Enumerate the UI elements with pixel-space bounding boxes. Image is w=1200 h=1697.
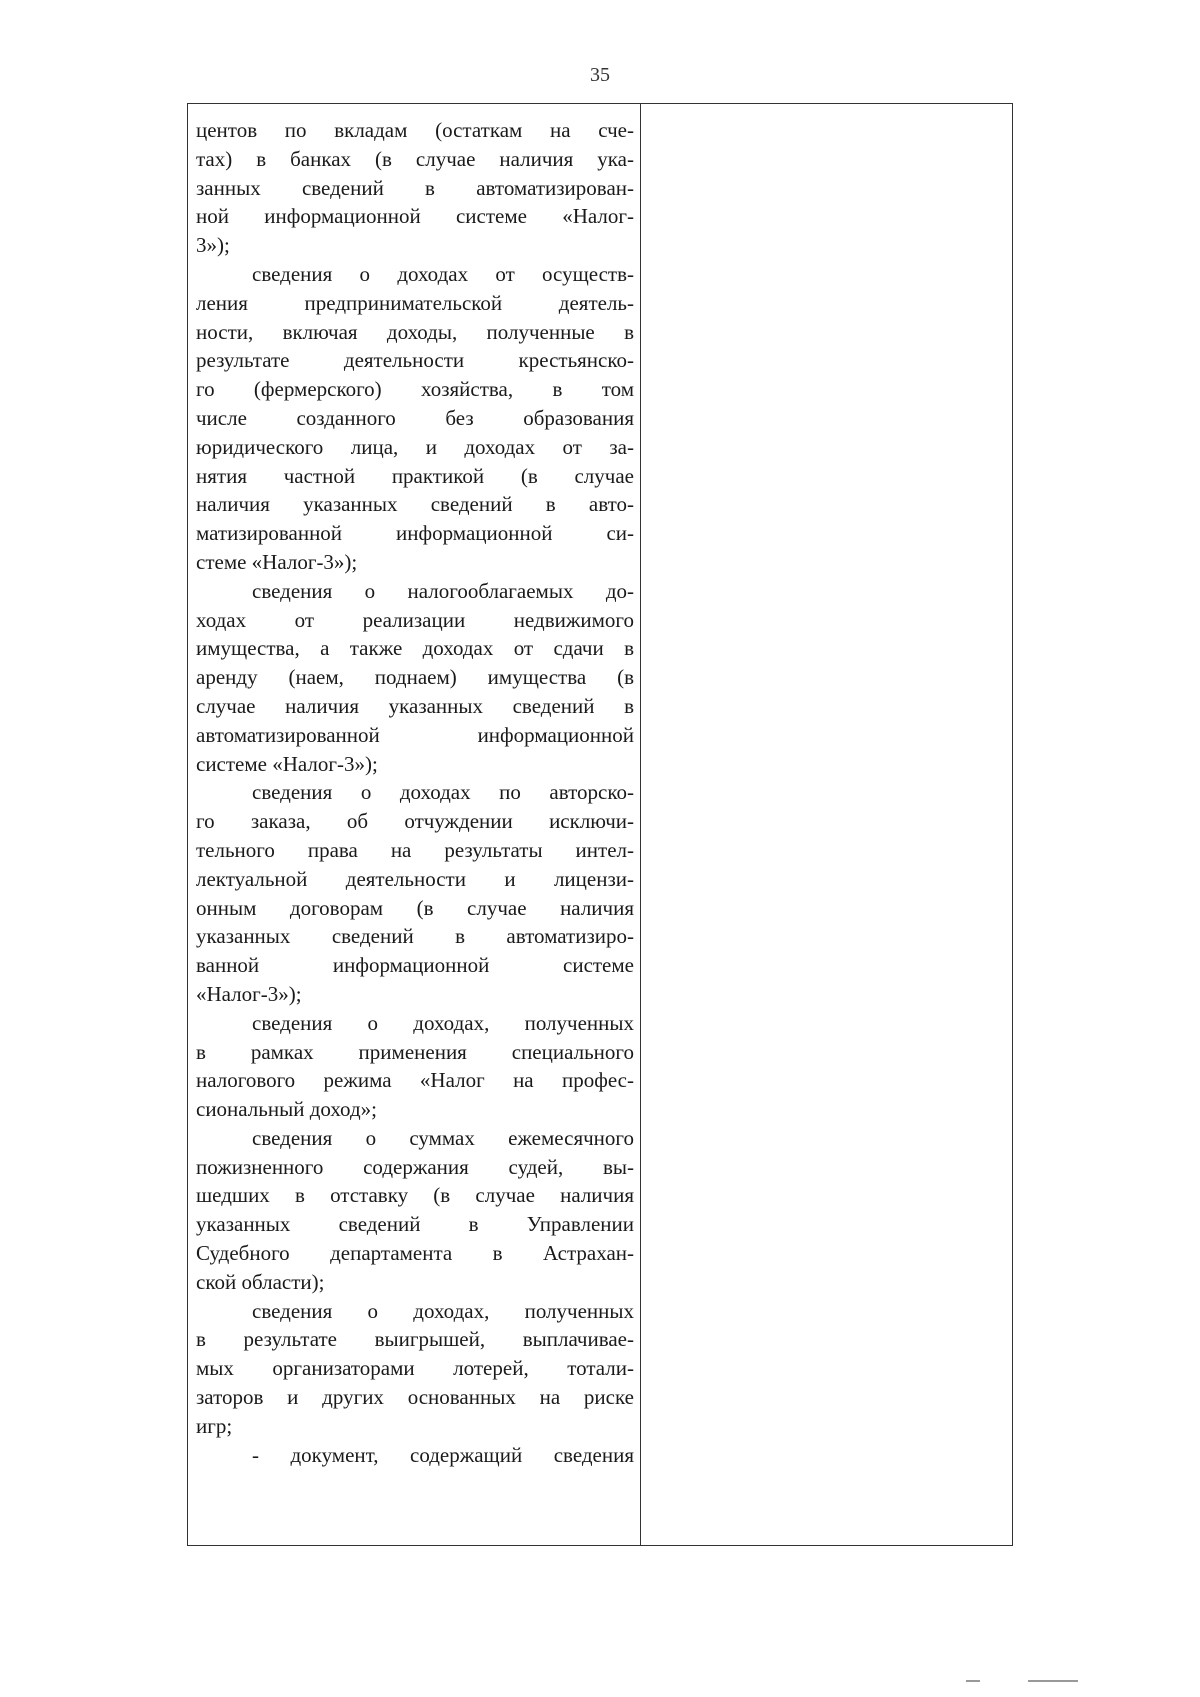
text-line: стеме «Налог-3»);: [196, 549, 358, 574]
text-line: шедших в отставку (в случае наличия: [196, 1183, 634, 1208]
text-line: сведения о налогооблагаемых до-: [252, 578, 634, 603]
text-line: ванной информационной системе: [196, 953, 634, 978]
text-line: ления предпринимательской деятель-: [196, 290, 634, 315]
text-line: «Налог-3»);: [196, 981, 302, 1006]
text-line: ной информационной системе «Налог-: [196, 204, 634, 229]
text-line: Судебного департамента в Астрахан-: [196, 1241, 634, 1266]
text-line: имущества, а также доходах от сдачи в: [196, 636, 634, 661]
text-line: пожизненного содержания судей, вы-: [196, 1154, 634, 1179]
text-line: ности, включая доходы, полученные в: [196, 319, 634, 344]
scan-mark: [966, 1680, 980, 1682]
text-line: тельного права на результаты интел-: [196, 837, 634, 862]
text-line: налогового режима «Налог на профес-: [196, 1068, 634, 1093]
text-line: в рамках применения специального: [196, 1039, 634, 1064]
text-line: игр;: [196, 1413, 233, 1438]
left-column-cell: [188, 104, 641, 1545]
text-line: ходах от реализации недвижимого: [196, 607, 634, 632]
text-line: аренду (наем, поднаем) имущества (в: [196, 665, 634, 690]
text-line: - документ, содержащий сведения: [252, 1442, 634, 1467]
text-line: указанных сведений в автоматизиро-: [196, 924, 634, 949]
text-line: сведения о доходах от осуществ-: [252, 261, 634, 286]
text-line: занных сведений в автоматизирован-: [196, 175, 634, 200]
text-line: тах) в банках (в случае наличия ука-: [196, 146, 634, 171]
text-line: числе созданного без образования: [196, 405, 634, 430]
text-line: результате деятельности крестьянско-: [196, 348, 634, 373]
text-line: в результате выигрышей, выплачивае-: [196, 1327, 634, 1352]
right-column-cell: [641, 104, 1012, 1545]
text-line: системе «Налог-3»);: [196, 751, 378, 776]
text-line: го заказа, об отчуждении исключи-: [196, 809, 634, 834]
text-line: онным договорам (в случае наличия: [196, 895, 634, 920]
text-line: го (фермерского) хозяйства, в том: [196, 377, 634, 402]
text-line: сведения о доходах, полученных: [252, 1298, 634, 1323]
text-line: сведения о доходах по авторско-: [252, 780, 634, 805]
text-line: 3»);: [196, 233, 230, 258]
text-line: заторов и других основанных на риске: [196, 1385, 634, 1410]
text-line: наличия указанных сведений в авто-: [196, 492, 634, 517]
text-line: сведения о суммах ежемесячного: [252, 1125, 634, 1150]
text-line: ской области);: [196, 1269, 325, 1294]
text-line: сведения о доходах, полученных: [252, 1010, 634, 1035]
text-line: автоматизированной информационной: [196, 722, 634, 747]
text-line: матизированной информационной си-: [196, 521, 634, 546]
text-line: центов по вкладам (остаткам на сче-: [196, 118, 634, 142]
text-line: юридического лица, и доходах от за-: [196, 434, 634, 459]
text-line: указанных сведений в Управлении: [196, 1212, 634, 1237]
text-line: сиональный доход»;: [196, 1097, 377, 1122]
text-line: случае наличия указанных сведений в: [196, 693, 634, 718]
text-line: нятия частной практикой (в случае: [196, 463, 634, 488]
text-line: лектуальной деятельности и лицензи-: [196, 866, 634, 891]
scan-mark: [1028, 1680, 1078, 1682]
text-line: мых организаторами лотерей, тотали-: [196, 1356, 634, 1381]
page-number: 35: [590, 64, 610, 86]
document-table: [187, 103, 1013, 1546]
